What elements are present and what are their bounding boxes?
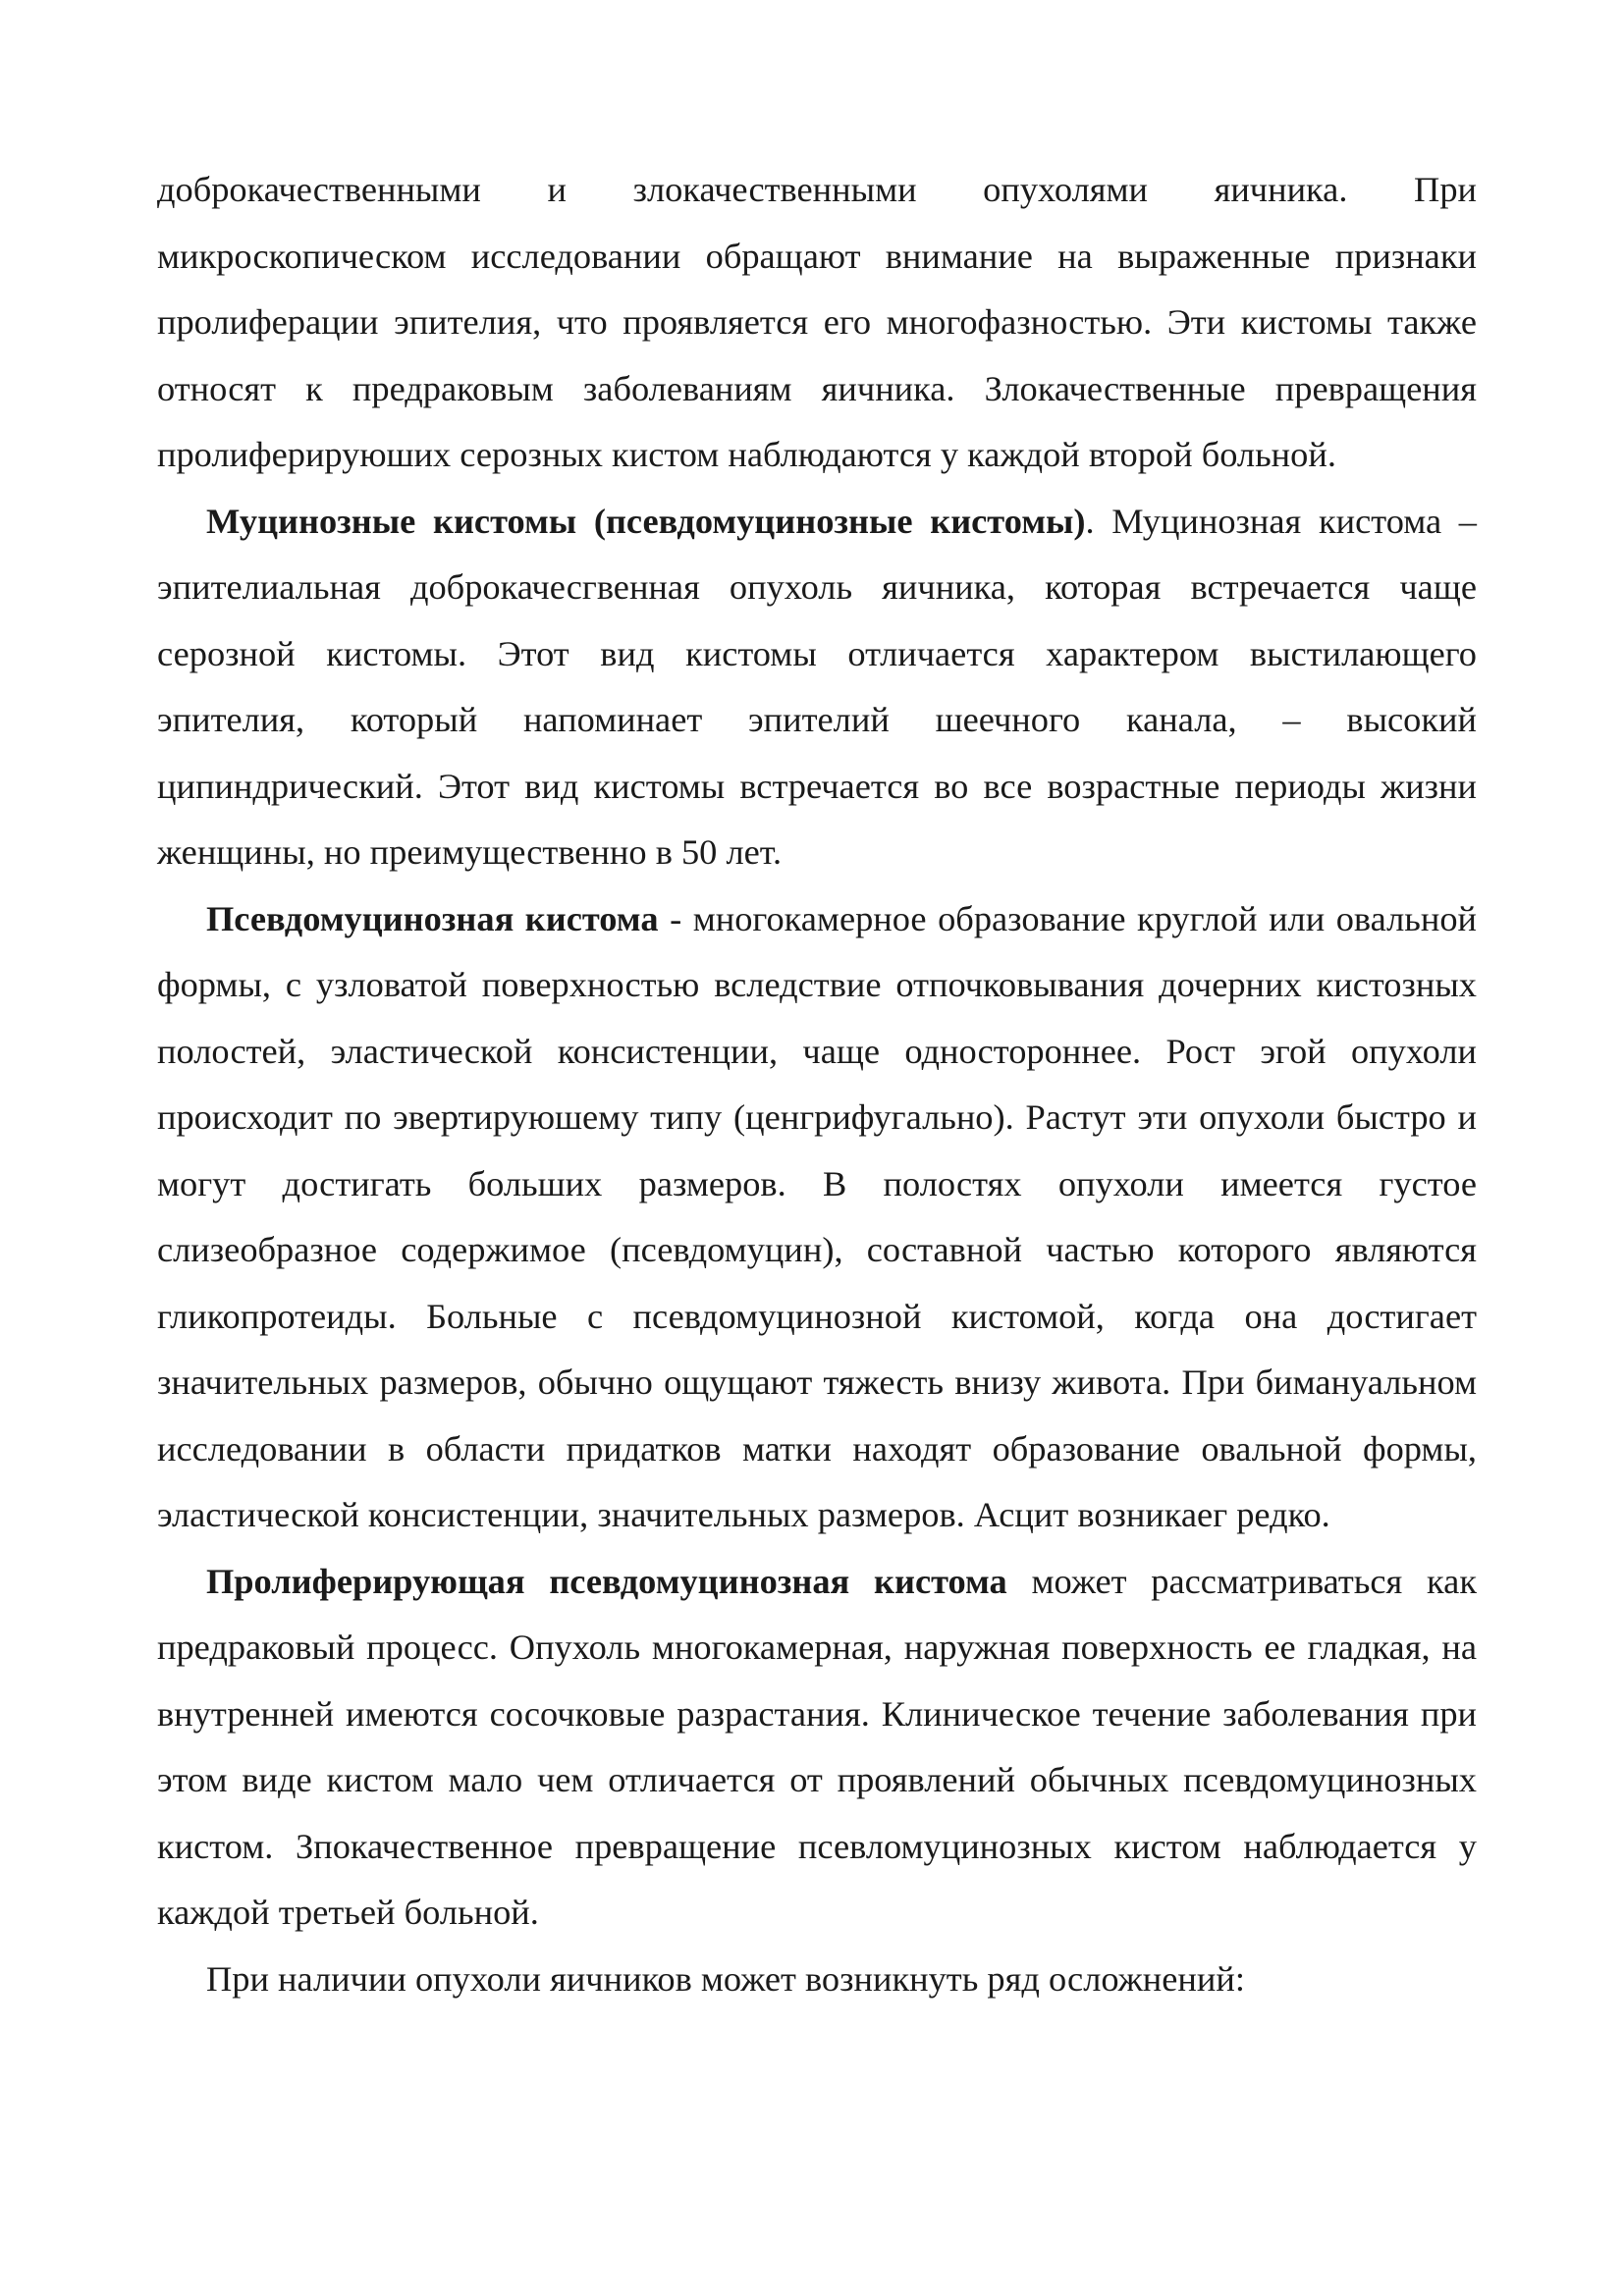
paragraph-text: . Муцинозная кистома – эпителиальная доброкачесгвенная опухоль яичника, которая встречается чаще серозной кистомы. Этот вид кистомы отличается характером выстилающего эпителия, который напоминает эпителий шеечного канала, – высокий ципиндрический. Этот вид кистомы встречается во все возрастные периоды жизни женщины, но преимущественно в 50 лет. (157, 501, 1477, 872)
paragraph-heading: Пролиферирующая псевдомуцинозная кистома (206, 1561, 1007, 1601)
paragraph-proliferating-cystoma (157, 1549, 1477, 1947)
paragraph-heading: Псевдомуцинозная кистома (206, 898, 659, 938)
paragraph-text: может рассматриваться как предраковый процесс. Опухоль многокамерная, наружная поверхность ее гладкая, на внутренней имеются сосочковые разрастания. Клиническое течение заболевания при этом виде кистом мало чем отличается от проявлений обычных псевдомуцинозных кистом. Зпокачественное превращение псевломуцинозных кистом наблюдается у каждой третьей больной. (157, 1561, 1477, 1932)
paragraph-text: При наличии опухоли яичников может возникнуть ряд осложнений: (206, 1958, 1245, 1999)
paragraph-text: доброкачественными и злокачественными опухолями яичника. При микроскопическом исследовании обращают внимание на выраженные признаки пролиферации эпителия, что проявляется его многофазностью. Эти кистомы также относят к предраковым заболеваниям яичника. Злокачественные превращения пролиферируюших серозных кистом наблюдаются у каждой второй больной. (157, 170, 1477, 474)
paragraph-pseudomucinous-cystoma (157, 886, 1477, 1549)
paragraph-heading: Муцинозные кистомы (псевдомуцинозные кистомы) (206, 501, 1086, 541)
paragraph-complications-intro (157, 1947, 1477, 2013)
paragraph-serous-continuation (157, 157, 1477, 489)
paragraph-text: - многокамерное образование круглой или овальной формы, с узловатой поверхностью вследствие отпочковывания дочерних кистозных полостей, эластической консистенции, чаще одностороннее. Рост эгой опухоли происходит по эвертируюшему типу (ценгрифугально). Растут эти опухоли быстро и могут достигать больших размеров. В полостях опухоли имеется густое слизеобразное содержимое (псевдомуцин), составной частью которого являются гликопротеиды. Больные с псевдомуцинозной кистомой, когда она достигает значительных размеров, обычно ощущают тяжесть внизу живота. При бимануальном исследовании в области придатков матки находят образование овальной формы, эластической консистенции, значительных размеров. Асцит возникаег редко. (157, 898, 1477, 1534)
paragraph-mucinous-cystoma (157, 489, 1477, 886)
